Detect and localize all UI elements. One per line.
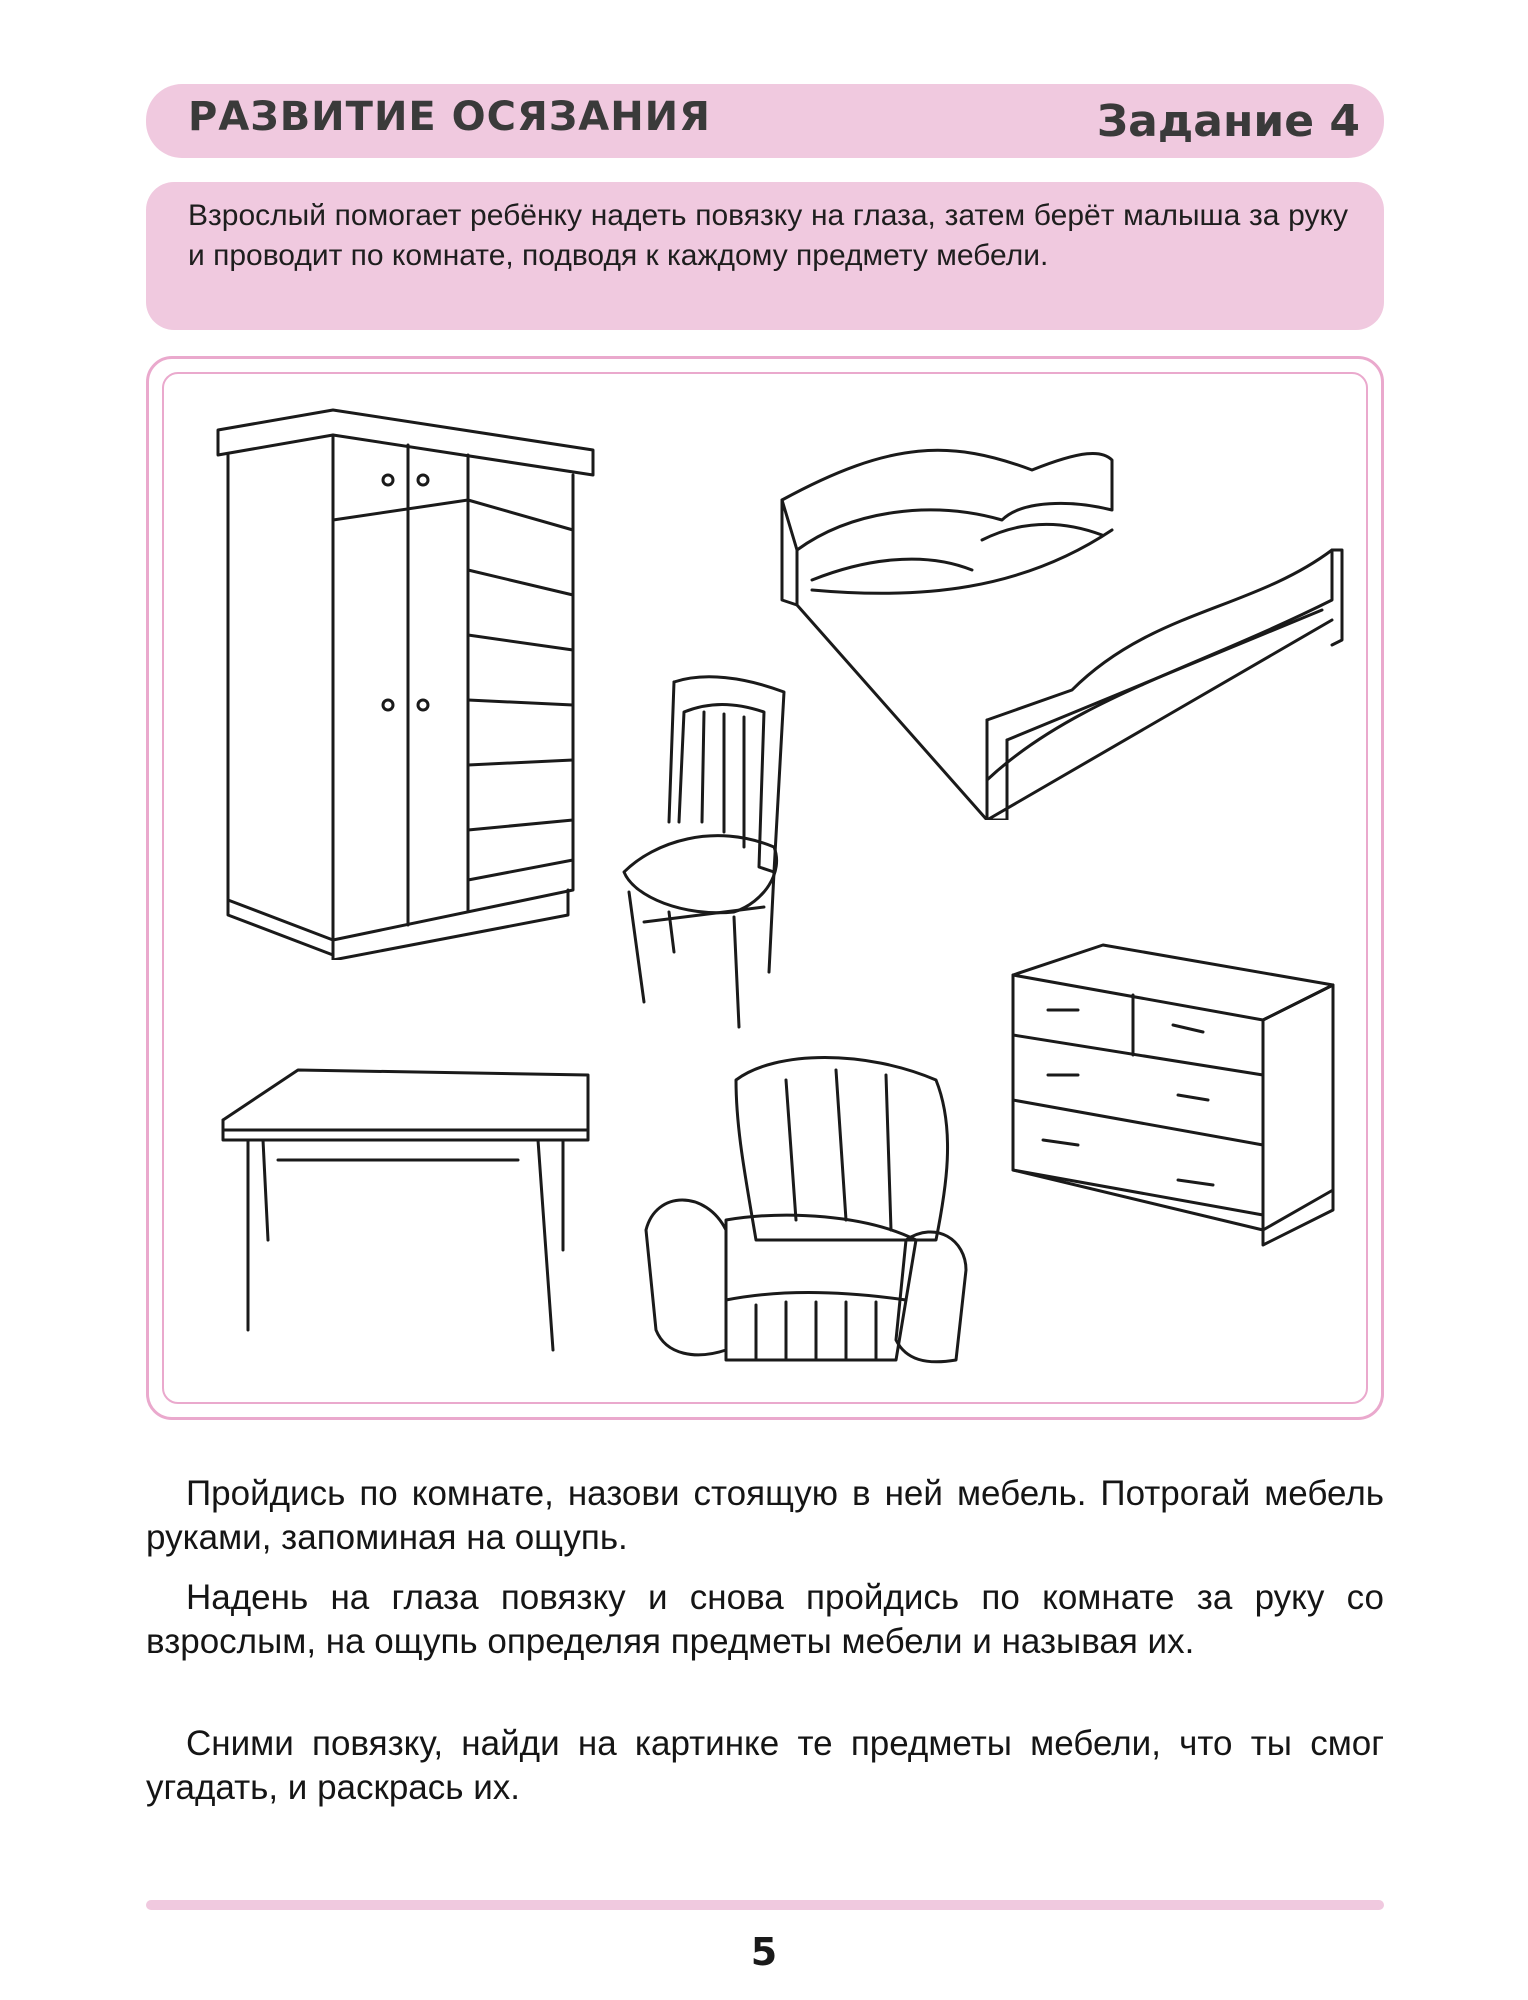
instruction-text: Взрослый помогает ребёнку надеть повязку на глаза, затем берёт малыша за руку и проводит по комнате, подводя к каждому предмету мебели. xyxy=(188,199,1348,272)
chair-illustration xyxy=(614,672,804,1032)
paragraph-2-text: Надень на глаза повязку и снова пройдись по комнате за руку со взрослым, на ощупь определяя предметы мебели и называя их. xyxy=(146,1578,1384,1661)
table-illustration xyxy=(218,1060,608,1360)
paragraph-1 xyxy=(146,1472,1384,1560)
paragraph-3 xyxy=(146,1722,1384,1810)
armchair-illustration xyxy=(636,1040,976,1380)
paragraph-3-text: Сними повязку, найди на картинке те предметы мебели, что ты смог угадать, и раскрась их. xyxy=(146,1724,1384,1807)
section-title: РАЗВИТИЕ ОСЯЗАНИЯ xyxy=(188,94,711,140)
paragraph-2 xyxy=(146,1576,1384,1664)
paragraph-1-text: Пройдись по комнате, назови стоящую в ней мебель. Потрогай мебель руками, запоминая на ощупь. xyxy=(146,1474,1384,1557)
task-label: Задание 4 xyxy=(1096,96,1360,147)
chest-of-drawers-illustration xyxy=(1008,940,1348,1250)
bed-illustration xyxy=(772,440,1352,820)
page-number: 5 xyxy=(750,1930,778,1974)
footer-divider xyxy=(146,1900,1384,1910)
wardrobe-illustration xyxy=(208,400,608,960)
